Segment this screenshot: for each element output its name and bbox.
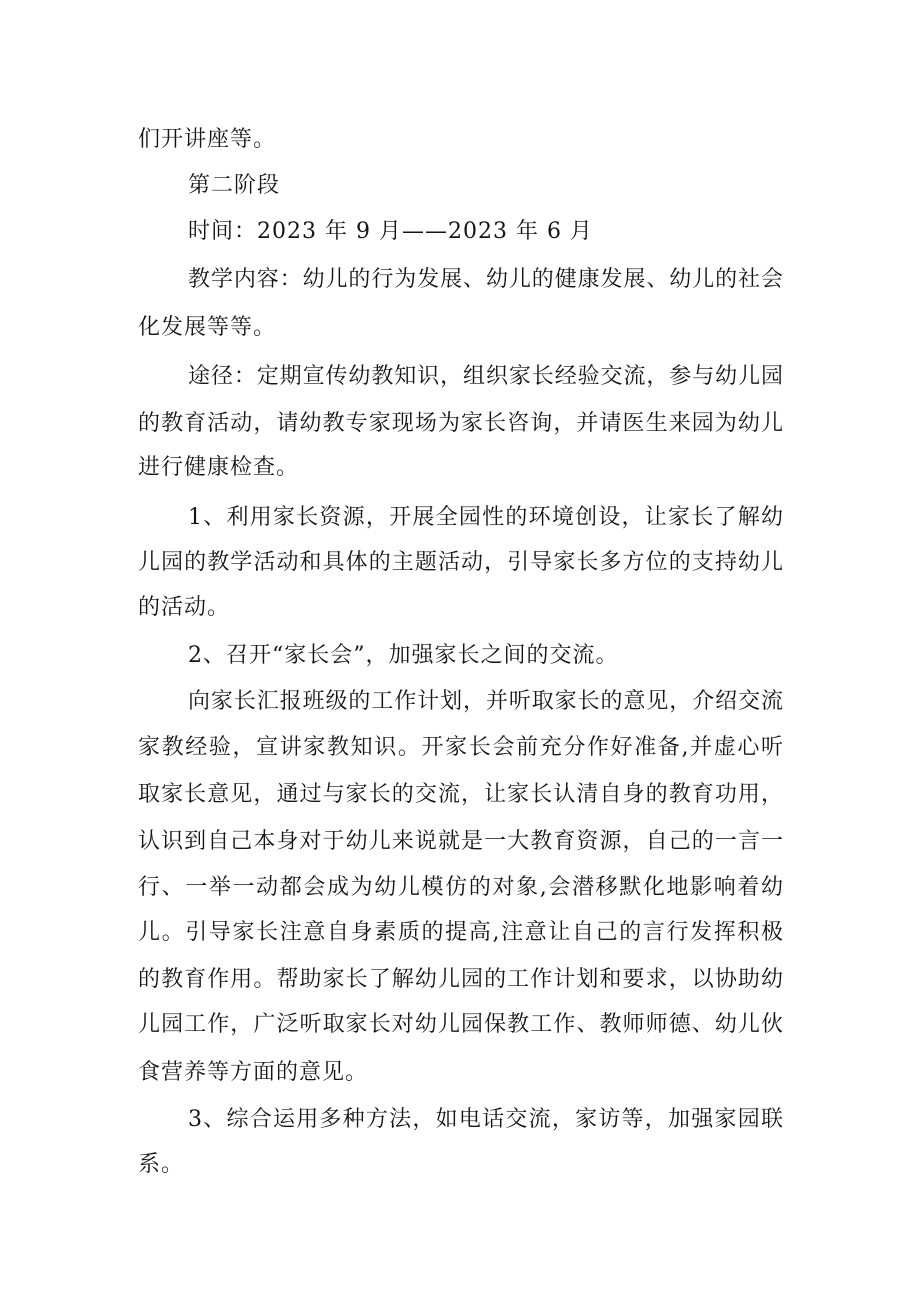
- text-line: 教学内容：幼儿的行为发展、幼儿的健康发展、幼儿的社会: [188, 267, 783, 292]
- list-item-2-line: 2、召开“家长会”，加强家长之间的交流。: [188, 643, 619, 668]
- text-line: 途径：定期宣传幼教知识，组织家长经验交流，参与幼儿园: [188, 364, 783, 389]
- text-line: 食营养等方面的意见。: [138, 1060, 369, 1085]
- text-line: 化发展等等。: [138, 315, 277, 340]
- text-line: 系。: [138, 1152, 185, 1177]
- text-line: 的教育作用。帮助家长了解幼儿园的工作计划和要求，以协助幼: [138, 967, 783, 992]
- text-line: 取家长意见，通过与家长的交流，让家长认清自身的教育功用，: [138, 782, 783, 807]
- text-line: 进行健康检查。: [138, 455, 300, 480]
- text-line: 儿。引导家长注意自身素质的提高,注意让自己的言行发挥积极: [138, 920, 783, 945]
- section-heading: 第二阶段: [188, 173, 281, 198]
- text-line: 的教育活动，请幼教专家现场为家长咨询，并请医生来园为幼儿: [138, 411, 783, 436]
- text-line: 认识到自己本身对于幼儿来说就是一大教育资源，自己的一言一: [138, 829, 783, 854]
- text-line: 行、一举一动都会成为幼儿模仿的对象,会潜移默化地影响着幼: [138, 875, 783, 900]
- text-line: 儿园的教学活动和具体的主题活动，引导家长多方位的支持幼儿: [138, 550, 783, 575]
- list-item-3-line: 3、综合运用多种方法，如电话交流，家访等，加强家园联: [188, 1107, 783, 1132]
- text-line: 家教经验，宣讲家教知识。开家长会前充分作好准备,并虚心听: [138, 735, 783, 760]
- text-line: 们开讲座等。: [138, 127, 277, 152]
- text-line: 向家长汇报班级的工作计划，并听取家长的意见，介绍交流: [188, 689, 783, 714]
- list-item-1-line: 1、利用家长资源，开展全园性的环境创设，让家长了解幼: [188, 505, 783, 530]
- text-line: 的活动。: [138, 595, 231, 620]
- text-line: 儿园工作，广泛听取家长对幼儿园保教工作、教师师德、幼儿伙: [138, 1012, 783, 1037]
- time-range-line: 时间：2023 年 9 月——2023 年 6 月: [188, 219, 593, 244]
